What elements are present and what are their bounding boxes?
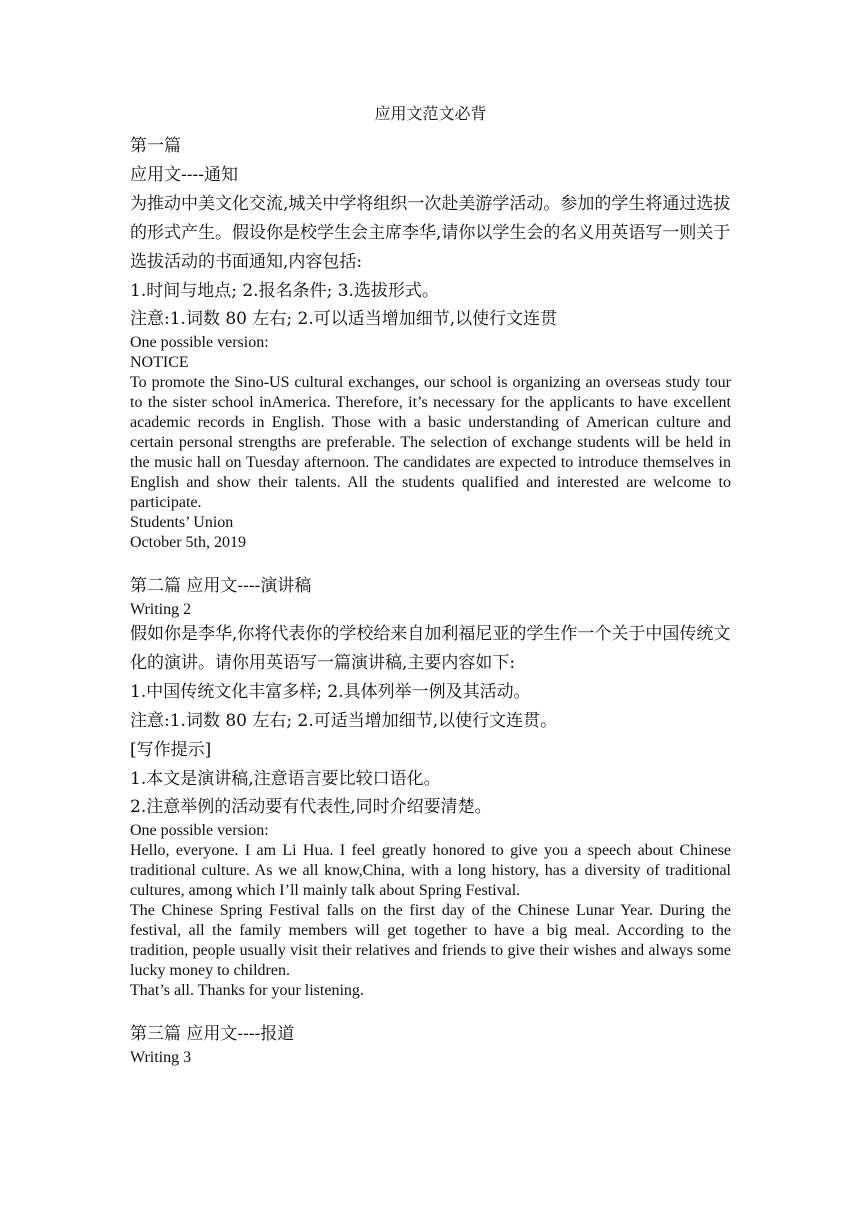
part-two-tip-1: 1.本文是演讲稿,注意语言要比较口语化。 xyxy=(130,769,441,789)
part-one-version-label: One possible version: xyxy=(130,334,269,351)
part-two-heading: 第二篇 应用文----演讲稿 xyxy=(130,576,312,596)
part-one-essay-title: NOTICE xyxy=(130,354,189,371)
part-one-subheading: 应用文----通知 xyxy=(130,165,238,185)
part-one-date: October 5th, 2019 xyxy=(130,534,246,551)
part-one xyxy=(130,132,731,553)
document-title: 应用文范文必背 xyxy=(374,104,487,123)
part-two xyxy=(130,573,731,1001)
section-gap xyxy=(130,1001,731,1021)
document-content xyxy=(130,104,731,1068)
part-two-paragraph-3: That’s all. Thanks for your listening. xyxy=(130,982,364,999)
part-two-writing-label: Writing 2 xyxy=(130,601,192,618)
part-one-prompt: 为推动中美文化交流,城关中学将组织一次赴美游学活动。参加的学生将通过选拔的形式产生。假设你是校学生会主席李华,请你以学生会的名义用英语写一则关于选拔活动的书面通知,内容包括: xyxy=(130,194,731,272)
part-one-points: 1.时间与地点; 2.报名条件; 3.选拔形式。 xyxy=(130,281,439,301)
section-gap xyxy=(130,553,731,573)
part-two-tip-2: 2.注意举例的活动要有代表性,同时介绍要清楚。 xyxy=(130,797,492,817)
part-one-signature: Students’ Union xyxy=(130,514,234,531)
part-two-prompt: 假如你是李华,你将代表你的学校给来自加利福尼亚的学生作一个关于中国传统文化的演讲。请你用英语写一篇演讲稿,主要内容如下: xyxy=(130,624,731,673)
part-one-essay-body: To promote the Sino-US cultural exchanges, our school is organizing an overseas study tour to the sister school inAmerica. Therefore, it’s necessary for the applicants to have excellent academic records in English. Those with a basic understanding of American culture and certain personal strengths are preferable. The selection of exchange students will be held in the music hall on Tuesday afternoon. The candidates are expected to introduce themselves in English and show their talents. All the students qualified and interested are welcome to participate. xyxy=(130,374,731,511)
part-one-heading: 第一篇 xyxy=(130,136,181,156)
part-three-writing-label: Writing 3 xyxy=(130,1049,192,1066)
part-two-version-label: One possible version: xyxy=(130,822,269,839)
part-two-points: 1.中国传统文化丰富多样; 2.具体列举一例及其活动。 xyxy=(130,682,531,702)
part-two-paragraph-2: The Chinese Spring Festival falls on the first day of the Chinese Lunar Year. During the festival, all the family members will get together to have a big meal. According to the tradition, people usually visit their relatives and friends to give their wishes and always some lucky money to children. xyxy=(130,902,731,979)
part-one-note: 注意:1.词数 80 左右; 2.可以适当增加细节,以使行文连贯 xyxy=(130,309,558,329)
part-three xyxy=(130,1021,731,1068)
part-three-heading: 第三篇 应用文----报道 xyxy=(130,1024,295,1044)
part-two-paragraph-1: Hello, everyone. I am Li Hua. I feel greatly honored to give you a speech about Chinese traditional culture. As we all know,China, with a long history, has a diversity of traditional cultures, among which I’ll mainly talk about Spring Festival. xyxy=(130,842,731,899)
part-two-note: 注意:1.词数 80 左右; 2.可适当增加细节,以使行文连贯。 xyxy=(130,711,558,731)
part-two-tips-label: [写作提示] xyxy=(130,740,212,760)
